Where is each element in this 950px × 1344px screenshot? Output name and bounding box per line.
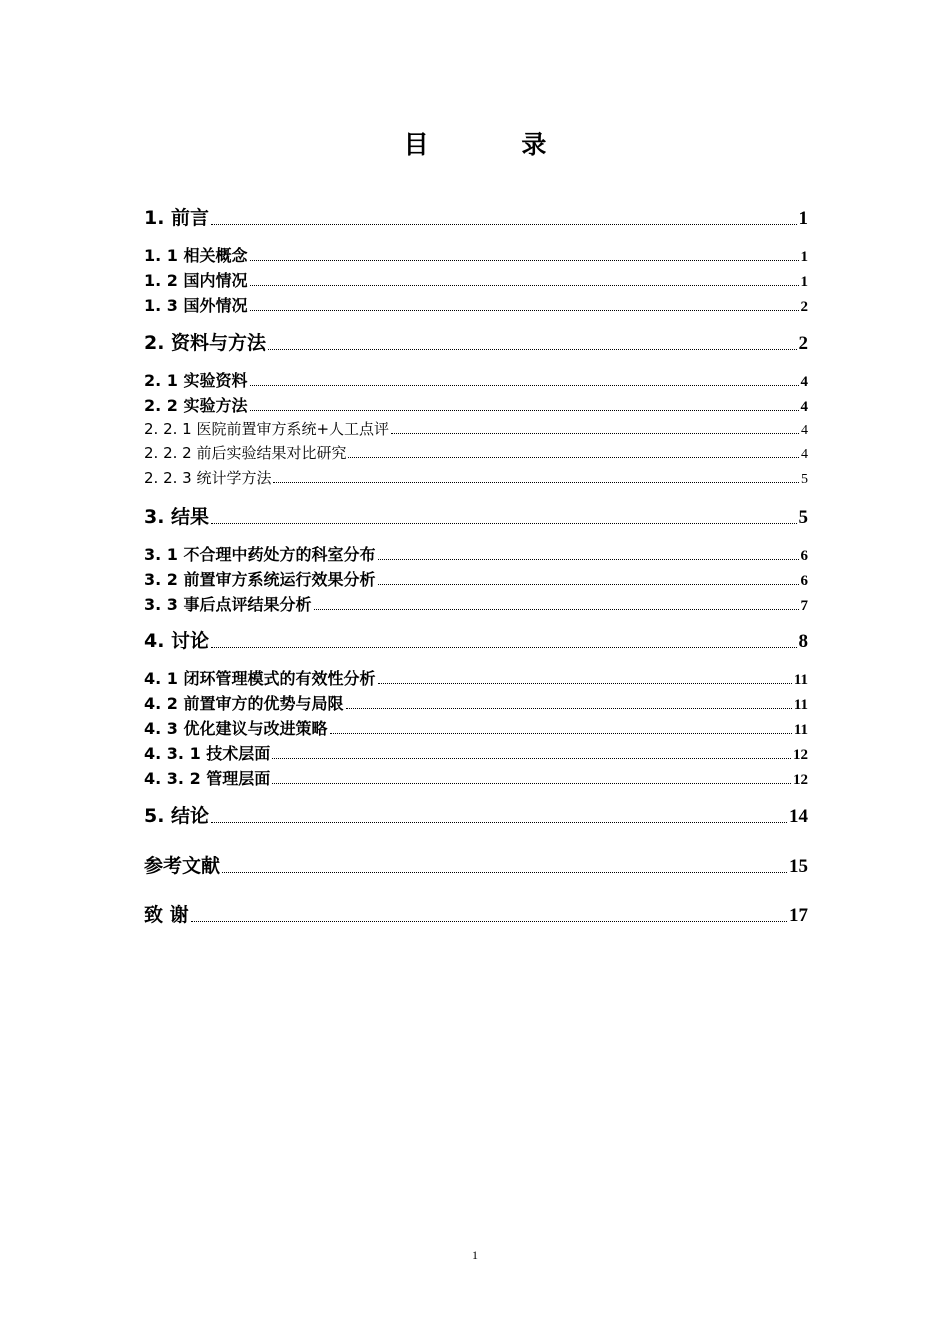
toc-entry-label: 5. 结论 bbox=[144, 805, 210, 827]
dot-leader bbox=[250, 384, 799, 386]
toc-entry-label: 1. 1 相关概念 bbox=[144, 246, 248, 265]
toc-entry-2-1[interactable] bbox=[144, 368, 808, 391]
toc-entry-4-3-1[interactable] bbox=[144, 741, 808, 764]
dot-leader bbox=[272, 757, 791, 759]
toc-entry-page: 8 bbox=[798, 631, 808, 652]
toc-entry-page: 17 bbox=[789, 905, 808, 926]
dot-leader bbox=[378, 682, 792, 684]
toc-entry-label: 2. 1 实验资料 bbox=[144, 371, 248, 390]
toc-entry-page: 15 bbox=[789, 856, 808, 877]
dot-leader bbox=[211, 821, 787, 823]
table-of-contents bbox=[144, 0, 808, 1344]
page-number: 1 bbox=[472, 1248, 478, 1262]
toc-entry-page: 7 bbox=[800, 598, 808, 614]
toc-entry-references[interactable] bbox=[144, 851, 808, 878]
toc-entry-page: 2 bbox=[800, 299, 808, 315]
toc-entry-3-1[interactable] bbox=[144, 542, 808, 565]
toc-entry-label: 1. 3 国外情况 bbox=[144, 296, 248, 315]
toc-entry-1[interactable] bbox=[144, 203, 808, 230]
toc-entry-page: 4 bbox=[801, 423, 808, 438]
toc-entry-page: 4 bbox=[801, 447, 808, 462]
dot-leader bbox=[391, 432, 799, 434]
toc-entry-1-1[interactable] bbox=[144, 243, 808, 266]
toc-entry-label: 参考文献 bbox=[144, 855, 221, 877]
toc-entry-page: 6 bbox=[800, 573, 808, 589]
dot-leader bbox=[222, 871, 787, 873]
toc-entry-3-3[interactable] bbox=[144, 592, 808, 615]
toc-entry-2-2[interactable] bbox=[144, 393, 808, 416]
toc-entry-5[interactable] bbox=[144, 801, 808, 828]
toc-entry-2-2-2[interactable] bbox=[144, 442, 808, 463]
toc-entry-label: 1. 前言 bbox=[144, 207, 210, 229]
toc-entry-1-3[interactable] bbox=[144, 293, 808, 316]
dot-leader bbox=[211, 646, 796, 648]
toc-entry-page: 1 bbox=[800, 274, 808, 290]
toc-entry-page: 12 bbox=[793, 772, 808, 788]
toc-entry-label: 4. 3. 1 技术层面 bbox=[144, 744, 271, 763]
dot-leader bbox=[273, 481, 799, 483]
toc-entry-page: 1 bbox=[798, 208, 808, 229]
toc-entry-4-3-2[interactable] bbox=[144, 766, 808, 789]
toc-entry-page: 11 bbox=[793, 672, 808, 688]
dot-leader bbox=[314, 608, 799, 610]
toc-entry-page: 1 bbox=[800, 249, 808, 265]
toc-entry-page: 4 bbox=[800, 399, 808, 415]
dot-leader bbox=[272, 782, 791, 784]
toc-entry-label: 3. 2 前置审方系统运行效果分析 bbox=[144, 570, 376, 589]
dot-leader bbox=[378, 558, 799, 560]
toc-entry-page: 2 bbox=[798, 333, 808, 354]
toc-entry-label: 4. 3 优化建议与改进策略 bbox=[144, 719, 328, 738]
dot-leader bbox=[330, 732, 792, 734]
toc-entry-page: 6 bbox=[800, 548, 808, 564]
toc-entry-label: 2. 2. 1 医院前置审方系统+人工点评 bbox=[144, 420, 390, 438]
toc-entry-page: 11 bbox=[793, 722, 808, 738]
toc-entry-4-3[interactable] bbox=[144, 716, 808, 739]
dot-leader bbox=[346, 707, 792, 709]
dot-leader bbox=[250, 409, 799, 411]
dot-leader bbox=[348, 456, 799, 458]
dot-leader bbox=[378, 583, 799, 585]
toc-entry-label: 2. 资料与方法 bbox=[144, 332, 267, 354]
toc-entry-label: 4. 1 闭环管理模式的有效性分析 bbox=[144, 669, 376, 688]
toc-entry-label: 2. 2. 2 前后实验结果对比研究 bbox=[144, 444, 347, 462]
dot-leader bbox=[250, 309, 799, 311]
toc-entry-2-2-3[interactable] bbox=[144, 467, 808, 488]
toc-entry-acknowledgements[interactable] bbox=[144, 900, 808, 927]
dot-leader bbox=[211, 522, 796, 524]
toc-entry-page: 11 bbox=[793, 697, 808, 713]
dot-leader bbox=[250, 284, 799, 286]
dot-leader bbox=[191, 920, 787, 922]
toc-entry-label: 4. 讨论 bbox=[144, 630, 210, 652]
toc-entry-4-2[interactable] bbox=[144, 691, 808, 714]
dot-leader bbox=[250, 259, 799, 261]
toc-entry-label: 3. 结果 bbox=[144, 506, 210, 528]
toc-entry-2[interactable] bbox=[144, 328, 808, 355]
dot-leader bbox=[211, 223, 796, 225]
toc-entry-4[interactable] bbox=[144, 626, 808, 653]
toc-entry-page: 5 bbox=[798, 507, 808, 528]
toc-title: 目 录 bbox=[403, 130, 589, 159]
toc-entry-3-2[interactable] bbox=[144, 567, 808, 590]
toc-entry-label: 致 谢 bbox=[144, 904, 189, 926]
toc-entry-label: 4. 3. 2 管理层面 bbox=[144, 769, 271, 788]
toc-entry-4-1[interactable] bbox=[144, 666, 808, 689]
toc-entry-label: 3. 3 事后点评结果分析 bbox=[144, 595, 312, 614]
toc-entry-page: 14 bbox=[789, 806, 808, 827]
toc-entry-label: 2. 2 实验方法 bbox=[144, 396, 248, 415]
toc-entry-2-2-1[interactable] bbox=[144, 418, 808, 439]
toc-entry-page: 12 bbox=[793, 747, 808, 763]
toc-entry-label: 2. 2. 3 统计学方法 bbox=[144, 469, 272, 487]
toc-entry-3[interactable] bbox=[144, 502, 808, 529]
dot-leader bbox=[268, 348, 796, 350]
toc-entry-1-2[interactable] bbox=[144, 268, 808, 291]
toc-entry-label: 4. 2 前置审方的优势与局限 bbox=[144, 694, 344, 713]
toc-entry-label: 1. 2 国内情况 bbox=[144, 271, 248, 290]
toc-entry-page: 4 bbox=[800, 374, 808, 390]
toc-entry-label: 3. 1 不合理中药处方的科室分布 bbox=[144, 545, 376, 564]
toc-entry-page: 5 bbox=[801, 472, 808, 487]
